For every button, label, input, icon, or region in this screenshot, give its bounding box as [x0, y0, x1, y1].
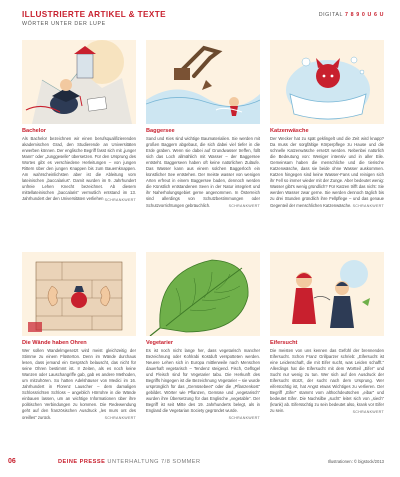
article-text: Sand und Kies sind wichtige Baumaterialien. Sie werden mit großen Baggern abgebaut, die sich dabei viel tiefer in die Erde graben. Wenn sie dabei auf Grundwasser treffen, füllt sich das Loch allmählich mit Wasser – der Baggersee entsteht. Baggerseen haben oft keine natürlichen Zuläufe. Das Wasser kann aus einem solchen Baggerloch ein künstlicher See entstehen. Der meiste wasser von wenigen Arten erfreut in einem Baggersee baden, dennoch werden die Künstlich entstandenen Seen in der Natur integriert und ihr Naherholungsgebiet gerne angenommen. In Österreich sind allerdings von Schutzbestimmungen oder Schutzvorrichtungen gebräuchlich. — [146, 136, 260, 208]
article-title: Baggersee — [146, 128, 175, 134]
article-text: Der Wecker hat zu spät geklingelt und die Zeit wird knapp? Da muss der sorgfältige Körperpflege zu Hause und die schnelle Katzenwäsche ersetzt werden. Nebenbei natürlich die Bedeutung von: Weniger intensiv und in aller Eile. Gemeinsam haben die menschliche und die tierische Katzenwäsche, dass sie beide ohne Wasser auskommen. Katzen hingegen sind keine Wasser-Fans und reinigen sich ihr Fell so immer wieder mit der Zunge. Aber bedeutet wenig: Wasser gibt's wenig gründlich? Für Katzen trifft das nicht: Sie werden Wasser zwar gerne. Sie werden dennoch täglich bis zu drei Stunden gründlich ihre Fellpflege – und das genaue Gegenteil der menschlichen Katzenwäsche. — [270, 136, 384, 208]
page-header — [22, 10, 384, 32]
author-signature: SCHRANKWERT — [104, 197, 136, 202]
baggersee-illustration — [146, 40, 260, 124]
article-title: Bachelor — [22, 128, 46, 134]
wall-ears-icon — [22, 252, 136, 336]
article-title: Vegetarier — [146, 340, 174, 346]
article-body — [146, 136, 260, 209]
article-body — [146, 348, 260, 421]
article-text: Als Bachelor bezeichnen wir einen berufsqualifizierenden akademischen Grad, den Studierende an Universitäten erwerben können. Der englische Begriff fasst sich mit „junger Mann“ oder „Junggeselle“ übersetzen. Für den Ursprung des Wortes gibt es verschiedene Herleitungen – von jungen Rittern über den jungen Knappen bis zum Bauernknappen. Am wahrscheinlichsten aber ist die Ableitung vom lateinischen „baccalarius“. Damit wurden im 9. Jahrhundert unfreie Lehen Knecht bezeichnet. Ab diesem mittellateinischen „baccalaris“ vermutlich entstand im 13. Jahrhundert der den Universitäten verliehen — [22, 136, 136, 202]
cat-bath-icon — [270, 40, 384, 124]
article-body — [270, 348, 384, 415]
article-body — [22, 136, 136, 203]
publication-line — [58, 459, 201, 465]
excavator-icon — [146, 40, 260, 124]
article-text: Die meisten von uns kennen das Gefühl der brennenden Eifersucht. Schon Franz Grillparzer schrieb: „Eifersucht ist eine Leidenschaft, die mit Eifer sucht, was Leiden schafft.“ Allerdings hat die Eifersucht mit dem Wortteil „Eifer“ und Sucht nur wenig zu tun. Wer sich auf den Ausdruck der Eifersucht stürzt, der sucht nach dem Ursprung. Wer eifersüchtig ist, hat Angst etwas Wichtiges zu verlieren. Der Begriff „Eifer“ stammt vom althochdeutschen „eibar“ und bedeutet Eifer. Die Nachsilbe „sucht“ leitet sich von „siech“ (krank) ab. Eifersüchtig zu sein bedeutet also, krank vor Eifer zu sein. — [270, 348, 384, 414]
digital-code: 7 8 9 0 U 6 U — [344, 12, 384, 18]
author-signature: SCHRANKWERT — [352, 204, 384, 209]
graduation-cap-icon — [22, 40, 136, 124]
author-signature: SCHRANKWERT — [352, 409, 384, 414]
publication-name: DEINE PRESSE — [58, 459, 106, 465]
eifersucht-illustration — [270, 252, 384, 336]
katzenwaesche-illustration — [270, 40, 384, 124]
digital-label: DIGITAL — [318, 12, 343, 18]
article-title: Katzenwäsche — [270, 128, 309, 134]
author-signature: SCHRANKWERT — [104, 416, 136, 421]
waende-ohren-illustration — [22, 252, 136, 336]
vegetarier-illustration — [146, 252, 260, 336]
article-title: Eifersucht — [270, 340, 298, 346]
section-subtitle: WÖRTER UNTER DER LUPE — [22, 21, 106, 27]
digital-tag — [319, 12, 384, 18]
publication-issue: UNTERHALTUNG 7/8 SOMMER — [105, 459, 201, 465]
article-body — [22, 348, 136, 421]
page-footer — [0, 453, 400, 477]
leaf-icon — [146, 252, 260, 336]
jealous-couple-icon — [270, 252, 384, 336]
illustration-credit: Illustrationen: © bigstock/2013 — [327, 459, 384, 464]
article-body — [270, 136, 384, 209]
page-number: 06 — [8, 458, 16, 465]
article-text: Wer sollen Wandelmgesetzt wird meist gleichzeitig der Stimme zu einem Flüsterton. Denn im Wände durchaus lesen, dass jemand ein Gespräch belauscht, das nicht für seine Ohren bestimmt ist. Ir Zeiten, als es noch keine Wanzen oder Lauschangriffe gab, gab es andere Methoden, um mitzuhören. So hatten Adelshäuser von Medici im 16. Jahrhundert in Florenz Lauscher – dem damaligen Schlossrichten Schloss – angeblich Hörrohre in die Wände einbauen lassen, um an wichtige Informationen über ihre politischen Verbindungen zu kommen. Die Redewendung geht auf den französischen Ausdruck „les murs ont des oreilles“ zurück. — [22, 348, 136, 420]
author-signature: SCHRANKWERT — [228, 416, 260, 421]
section-title: ILLUSTRIERTE ARTIKEL & TEXTE — [22, 10, 167, 19]
author-signature: SCHRANKWERT — [228, 204, 260, 209]
article-title: Die Wände haben Ohren — [22, 340, 87, 346]
bachelor-illustration — [22, 40, 136, 124]
article-text: Es ist noch nicht lange her, dass vegetarisch mancher Bezeichnung oder Kohlrabi Kostduft verspotteten werden. Neuere Lehen sich in Europa mittlerweile nach Menschen dauerhaft vegetarisch – Tendenz steigend. Fisch, Geflügel und Fleisch sind für Vegetarier tabu. Die Herkunft des Begriffs hingegen ist die Bezeichnung Vegetarier – sie wurde ursprünglich für das „Gemüsebeet“ oder die „Pflanzenkost“ gebildet. Wörter wie Pflanzen, Gemüse und „vegetarisch“ wurden ihre Übersetzung für das Englische „vegetable“. Der Begriff ist seit Mitte des 19. Jahrhunderts belegt, als in England die Vegetarian Society gegründet wurde. — [146, 348, 260, 414]
